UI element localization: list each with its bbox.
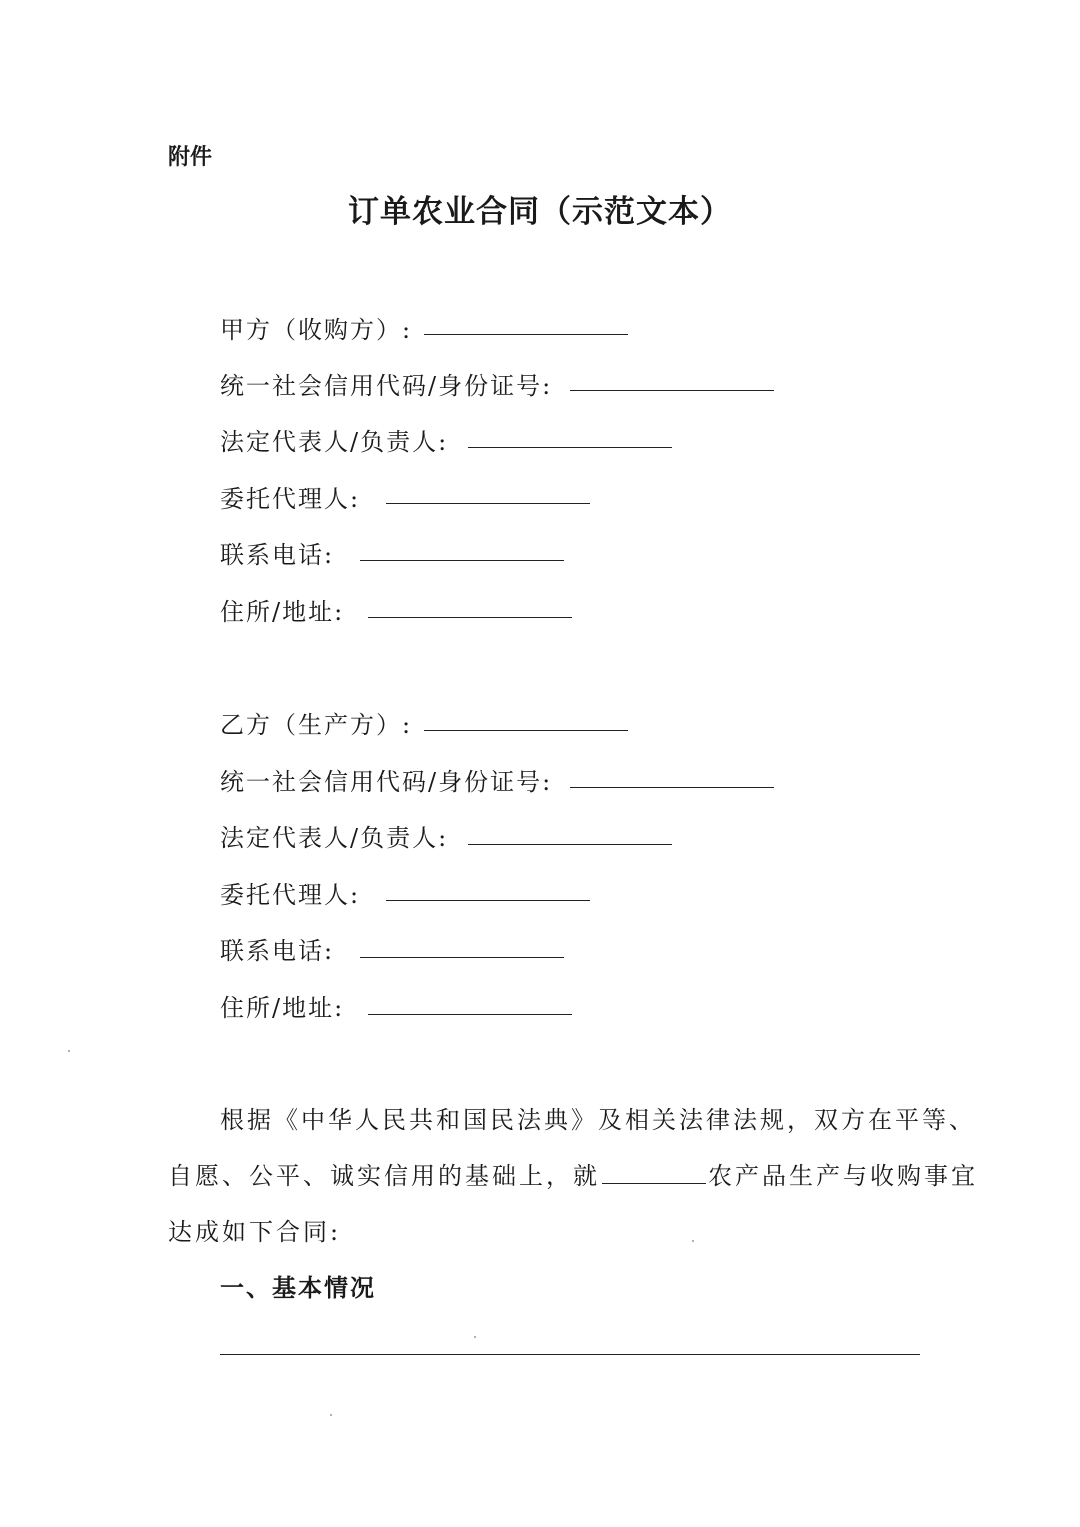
section-heading-basic-info: 一、基本情况 xyxy=(220,1274,376,1302)
party-a-agent-label: 委托代理人: xyxy=(220,485,361,513)
party-a-name-blank[interactable] xyxy=(424,334,628,335)
party-a-representative-blank[interactable] xyxy=(468,447,672,448)
document-title: 订单农业合同（示范文本） xyxy=(348,194,732,230)
scan-speck xyxy=(68,1050,70,1052)
party-b-phone-label: 联系电话: xyxy=(220,937,335,965)
preamble-line-2-before: 自愿、公平、诚实信用的基础上，就 xyxy=(168,1162,600,1190)
party-b-representative-blank[interactable] xyxy=(468,844,672,845)
party-b-address-label: 住所/地址: xyxy=(220,994,345,1022)
party-a-representative-label: 法定代表人/负责人: xyxy=(220,428,449,456)
party-b-name-label: 乙方（生产方）: xyxy=(220,711,413,739)
party-b-phone-blank[interactable] xyxy=(360,957,564,958)
attachment-label: 附件 xyxy=(168,145,213,170)
party-b-credit-code-label: 统一社会信用代码/身份证号: xyxy=(220,768,553,796)
preamble-line-2 xyxy=(168,1156,978,1191)
preamble-line-2-after: 农产品生产与收购事宜 xyxy=(708,1162,978,1190)
preamble-line-1: 根据《中华人民共和国民法典》及相关法律法规，双方在平等、 xyxy=(220,1106,976,1134)
scan-speck xyxy=(330,1414,332,1416)
party-b-agent-label: 委托代理人: xyxy=(220,881,361,909)
party-b-credit-code-blank[interactable] xyxy=(570,787,774,788)
party-a-agent-blank[interactable] xyxy=(386,503,590,504)
section-basic-info-blank[interactable] xyxy=(220,1354,920,1355)
party-a-address-label: 住所/地址: xyxy=(220,598,345,626)
party-b-address-blank[interactable] xyxy=(368,1014,572,1015)
party-a-credit-code-blank[interactable] xyxy=(570,390,774,391)
product-name-blank[interactable] xyxy=(602,1182,706,1184)
party-a-phone-label: 联系电话: xyxy=(220,541,335,569)
party-a-address-blank[interactable] xyxy=(368,617,572,618)
party-a-credit-code-label: 统一社会信用代码/身份证号: xyxy=(220,372,553,400)
scan-speck xyxy=(474,1336,476,1338)
scan-speck xyxy=(692,1240,694,1242)
party-a-phone-blank[interactable] xyxy=(360,560,564,561)
party-b-name-blank[interactable] xyxy=(424,730,628,731)
party-a-name-label: 甲方（收购方）: xyxy=(220,316,413,344)
party-b-representative-label: 法定代表人/负责人: xyxy=(220,824,449,852)
party-b-agent-blank[interactable] xyxy=(386,900,590,901)
preamble-line-3: 达成如下合同: xyxy=(168,1218,342,1246)
